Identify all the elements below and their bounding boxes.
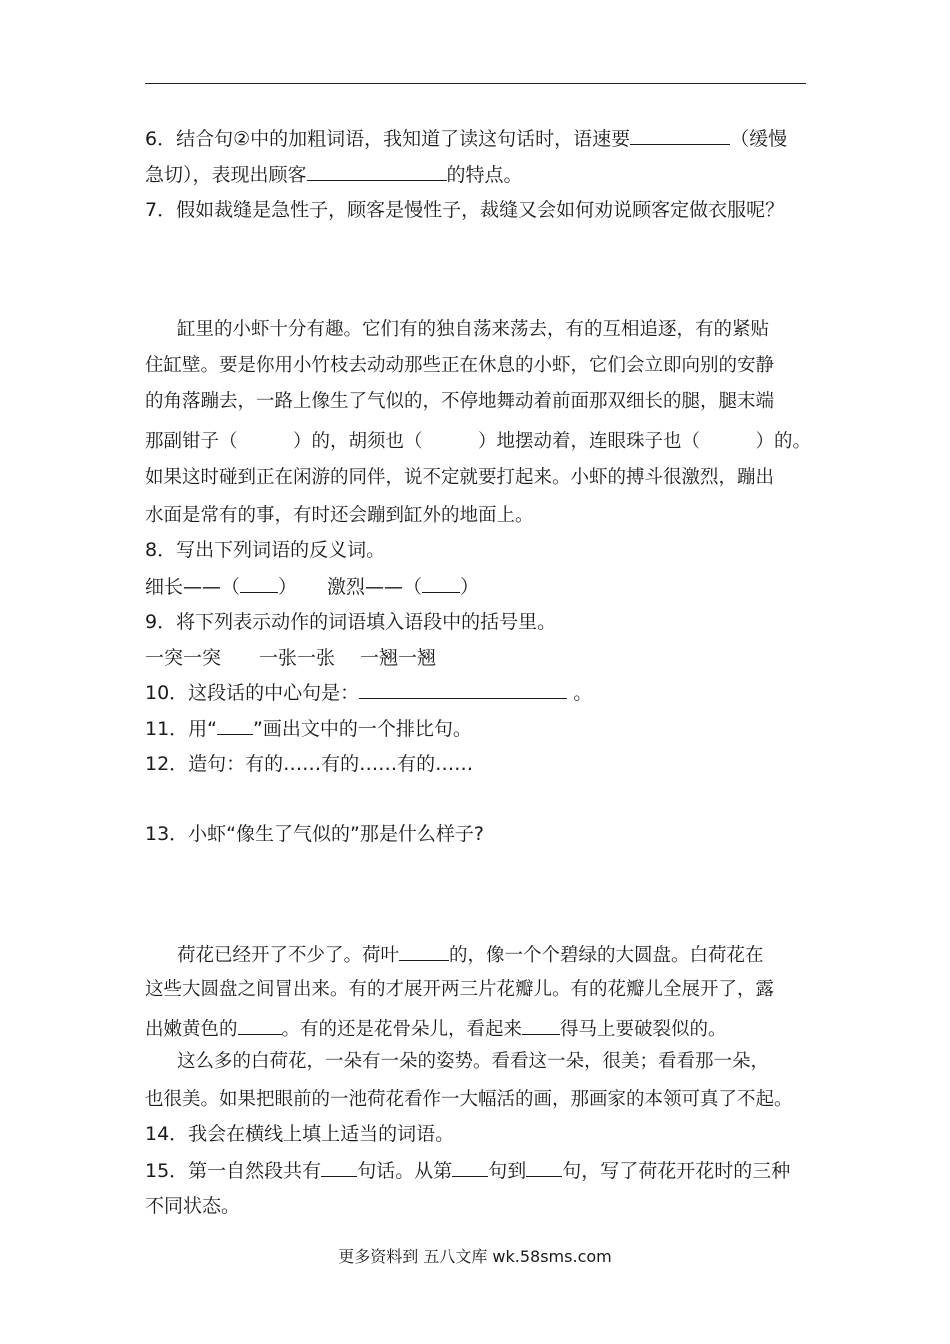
shrimp-passage-line: 如果这时碰到正在闲游的同伴，说不定就要打起来。小虾的搏斗很激烈，蹦出: [145, 467, 775, 488]
shrimp-passage-line: 的角落蹦去，一路上像生了气似的，不停地舞动着前面那双细长的腿，腿末端: [145, 391, 775, 412]
lotus-passage-line: 出嫩黄色的 。有的还是花骨朵儿，看起来 得马上要破裂似的。: [145, 1016, 727, 1042]
question-12: 12．造句：有的……有的……有的……: [145, 753, 474, 775]
shrimp-passage-line: 缸里的小虾十分有趣。它们有的独自荡来荡去，有的互相追逐，有的紧贴: [177, 319, 770, 340]
answer-blank[interactable]: [522, 1016, 560, 1035]
answer-blank[interactable]: [399, 942, 449, 961]
answer-blank[interactable]: [452, 1158, 488, 1177]
question-14: 14．我会在横线上填上适当的词语。: [145, 1123, 455, 1145]
footer-link-text[interactable]: 更多资料到 五八文库 wk.58sms.com: [338, 1247, 612, 1266]
shrimp-passage-line: 水面是常有的事，有时还会蹦到缸外的地面上。: [145, 505, 534, 526]
shrimp-passage-line: 那副钳子（ ）的，胡须也（ ）地摆动着，连眼珠子也（ ）的。: [145, 431, 812, 452]
question-11: 11．用“ ”画出文中的一个排比句。: [145, 718, 472, 740]
answer-blank[interactable]: [240, 574, 278, 593]
answer-blank[interactable]: [359, 680, 567, 699]
answer-blank[interactable]: [526, 1158, 562, 1177]
lotus-passage-line: 这些大圆盘之间冒出来。有的才展开两三片花瓣儿。有的花瓣儿全展开了，露: [145, 979, 775, 1000]
question-9-stem: 9．将下列表示动作的词语填入语段中的括号里。: [145, 611, 557, 633]
shrimp-passage-line: 住缸壁。要是你用小竹枝去动动那些正在休息的小虾，它们会立即向别的安静: [145, 355, 775, 376]
answer-blank[interactable]: [238, 1016, 282, 1035]
q6-line-2: 急切），表现出顾客 的特点。: [145, 164, 523, 186]
lotus-passage-line: 荷花已经开了不少了。荷叶 的，像一个个碧绿的大圆盘。白荷花在: [177, 942, 764, 968]
lotus-passage-line: 这么多的白荷花，一朵有一朵的姿势。看看这一朵，很美；看看那一朵，: [177, 1051, 770, 1072]
question-8-stem: 8．写出下列词语的反义词。: [145, 539, 386, 561]
question-15-line-1: 15．第一自然段共有 句话。从第 句到 句，写了荷花开花时的三种: [145, 1160, 791, 1182]
answer-blank[interactable]: [630, 126, 730, 145]
question-7: 7．假如裁缝是急性子，顾客是慢性子，裁缝又会如何劝说顾客定做衣服呢？: [145, 199, 785, 221]
answer-blank[interactable]: [321, 1158, 357, 1177]
header-rule: [145, 83, 806, 84]
lotus-passage-line: 也很美。如果把眼前的一池荷花看作一大幅活的画，那画家的本领可真了不起。: [145, 1089, 793, 1110]
question-10: 10．这段话的中心句是： 。: [145, 682, 593, 704]
q6-line-1: 6．结合句②中的加粗词语，我知道了读这句话时，语速要 （缓慢: [145, 128, 788, 150]
question-9-words: 一突一突 一张一张 一翘一翘: [145, 647, 437, 669]
answer-blank[interactable]: [422, 574, 460, 593]
answer-blank[interactable]: [307, 162, 447, 181]
answer-blank[interactable]: [217, 716, 253, 735]
question-15-line-2: 不同状态。: [145, 1195, 241, 1217]
question-13: 13．小虾“像生了气似的”那是什么样子?: [145, 823, 484, 845]
question-8-items: 细长——（ ） 激烈——（ ）: [145, 576, 480, 598]
